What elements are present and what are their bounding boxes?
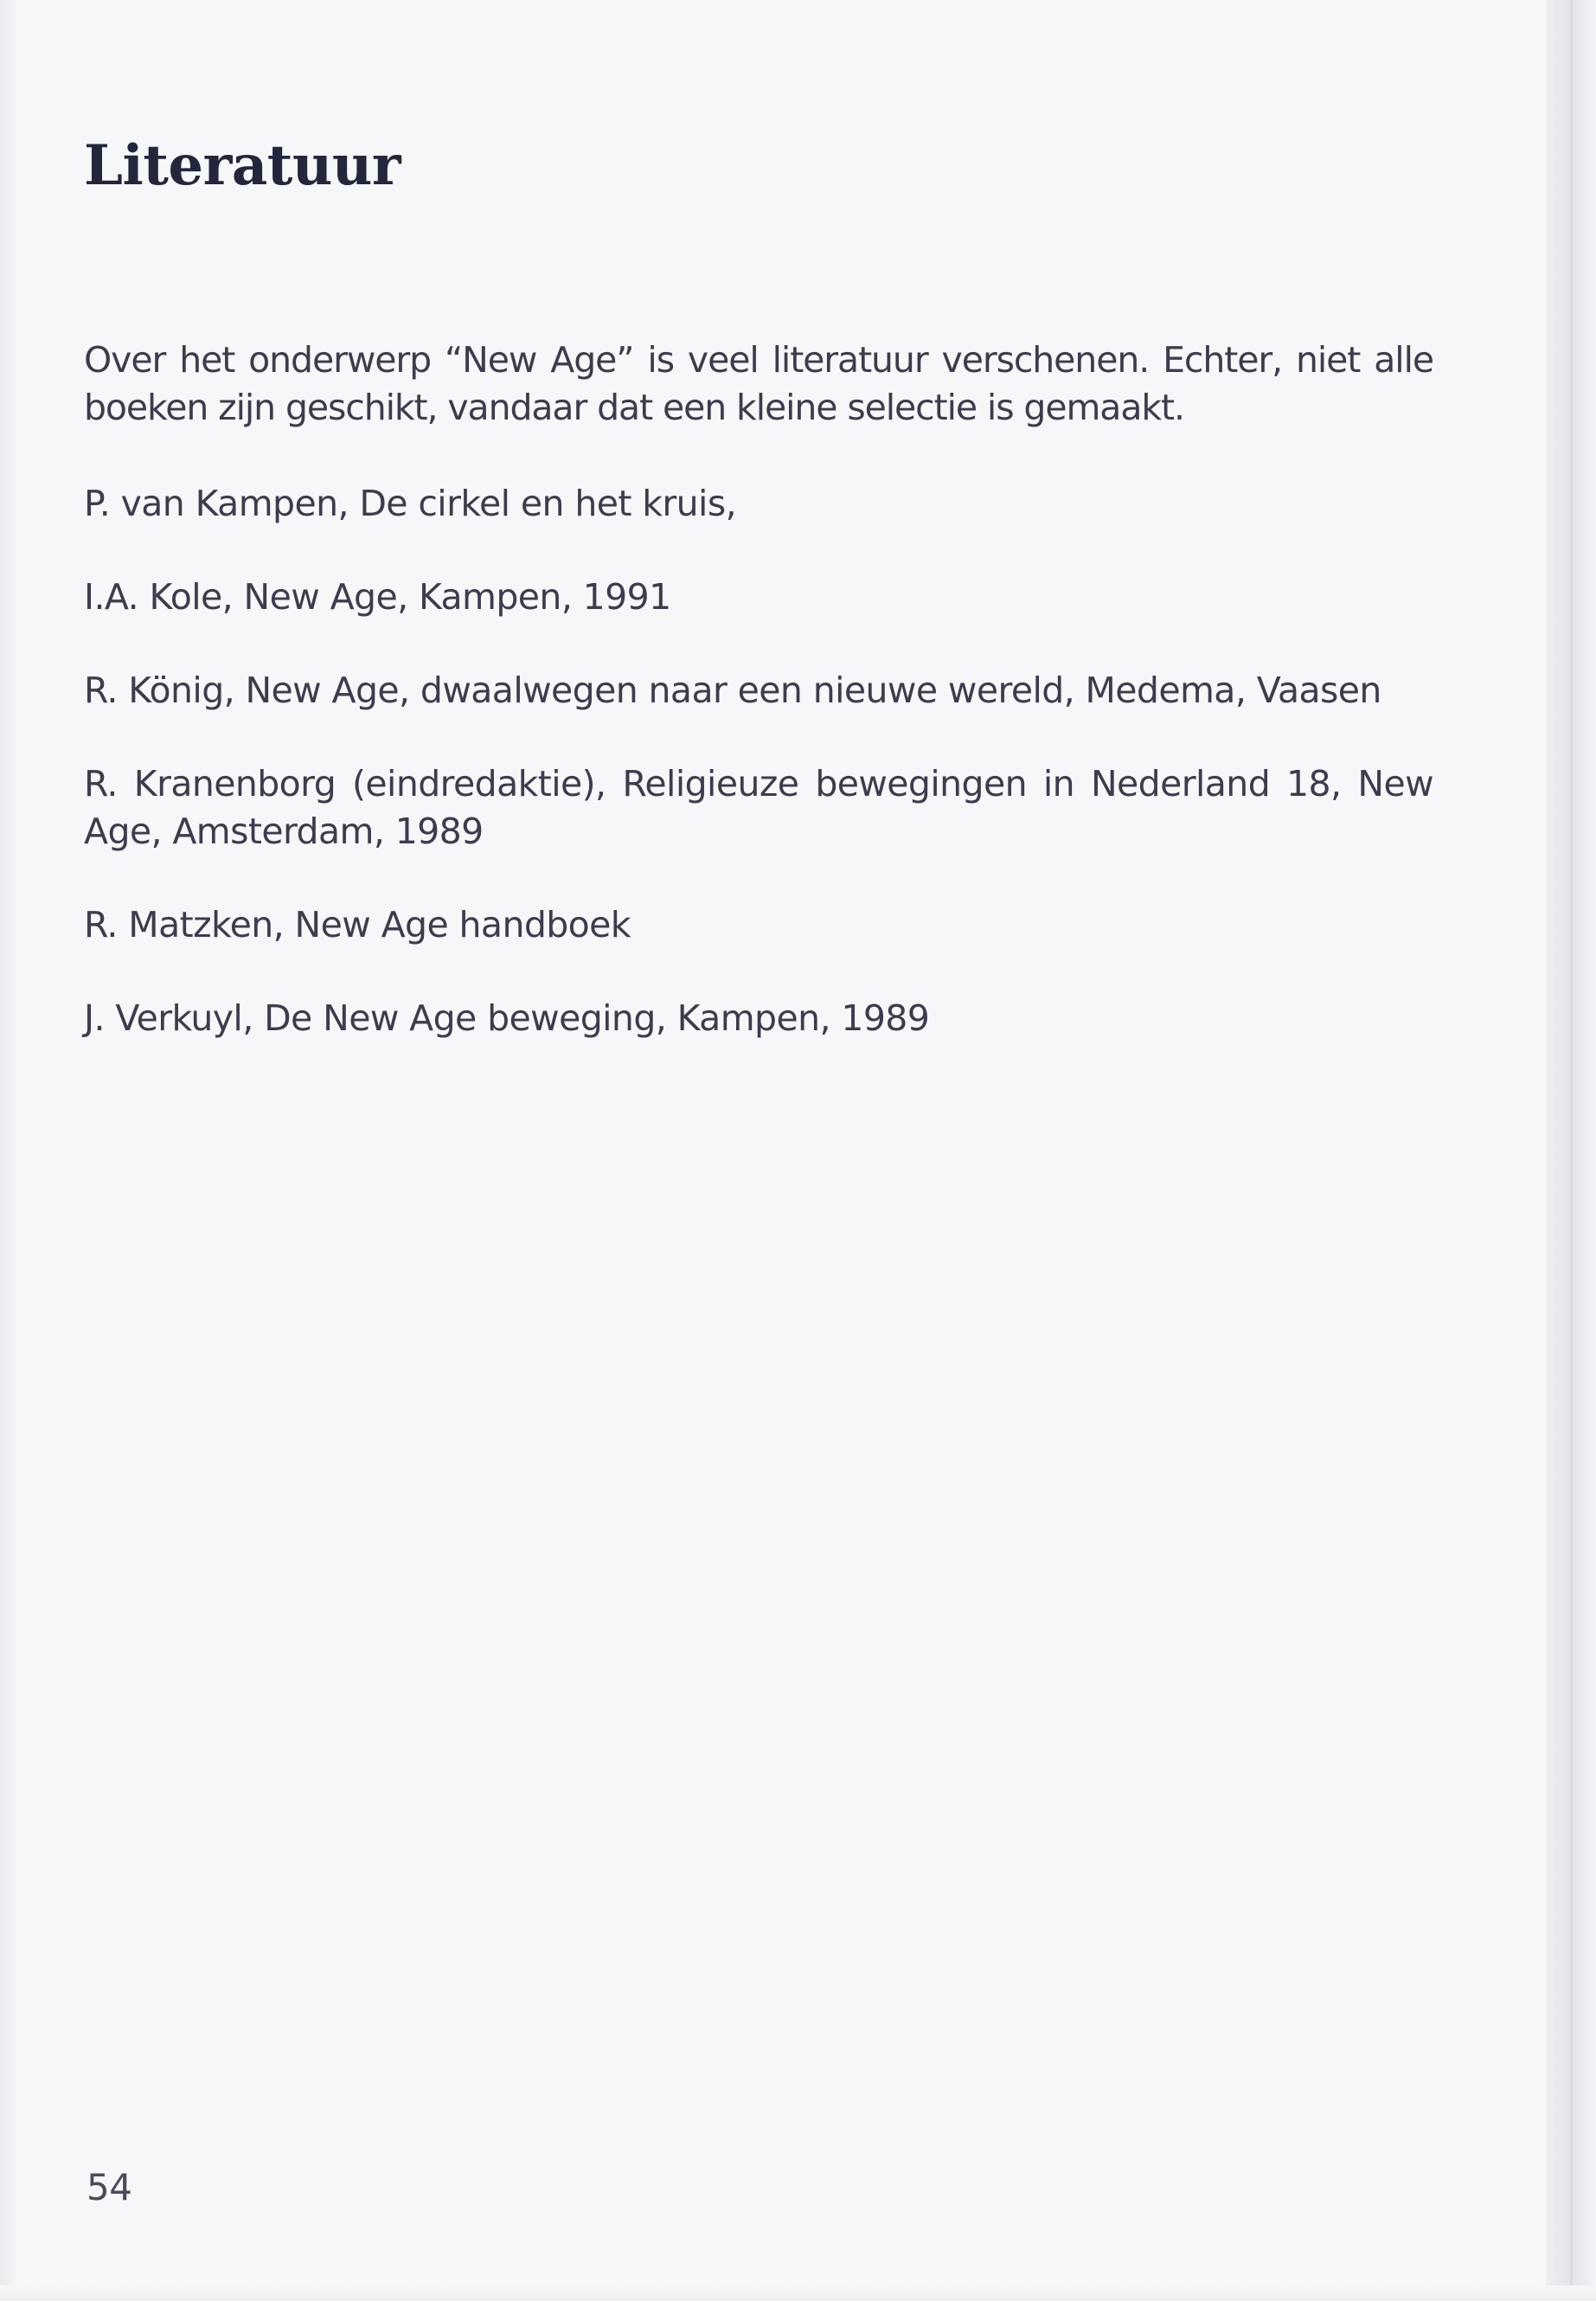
page-bottom-edge [0, 2285, 1596, 2301]
intro-paragraph: Over het onderwerp “New Age” is veel literatuur verschenen. Echter, niet alle boeken zijn geschikt, vandaar dat een kleine selectie is gemaakt. [84, 339, 1433, 428]
reference-list [84, 480, 1433, 1088]
reference-item: J. Verkuyl, De New Age beweging, Kampen, 1989 [84, 997, 930, 1039]
page-title: Literatuur [84, 133, 401, 198]
page-number: 54 [87, 2166, 132, 2208]
reference-item: R. Kranenborg (eindredaktie), Religieuze bewegingen in Nederland 18, New Age, Amsterdam, 1989 [84, 763, 1433, 852]
reference-item: I.A. Kole, New Age, Kampen, 1991 [84, 576, 671, 618]
page-binding-gutter [1546, 0, 1596, 2301]
reference-item: P. van Kampen, De cirkel en het kruis, [84, 483, 737, 524]
reference-item: R. Matzken, New Age handboek [84, 904, 631, 945]
reference-item: R. König, New Age, dwaalwegen naar een nieuwe wereld, Medema, Vaasen [84, 670, 1381, 711]
page-left-edge [0, 0, 19, 2301]
